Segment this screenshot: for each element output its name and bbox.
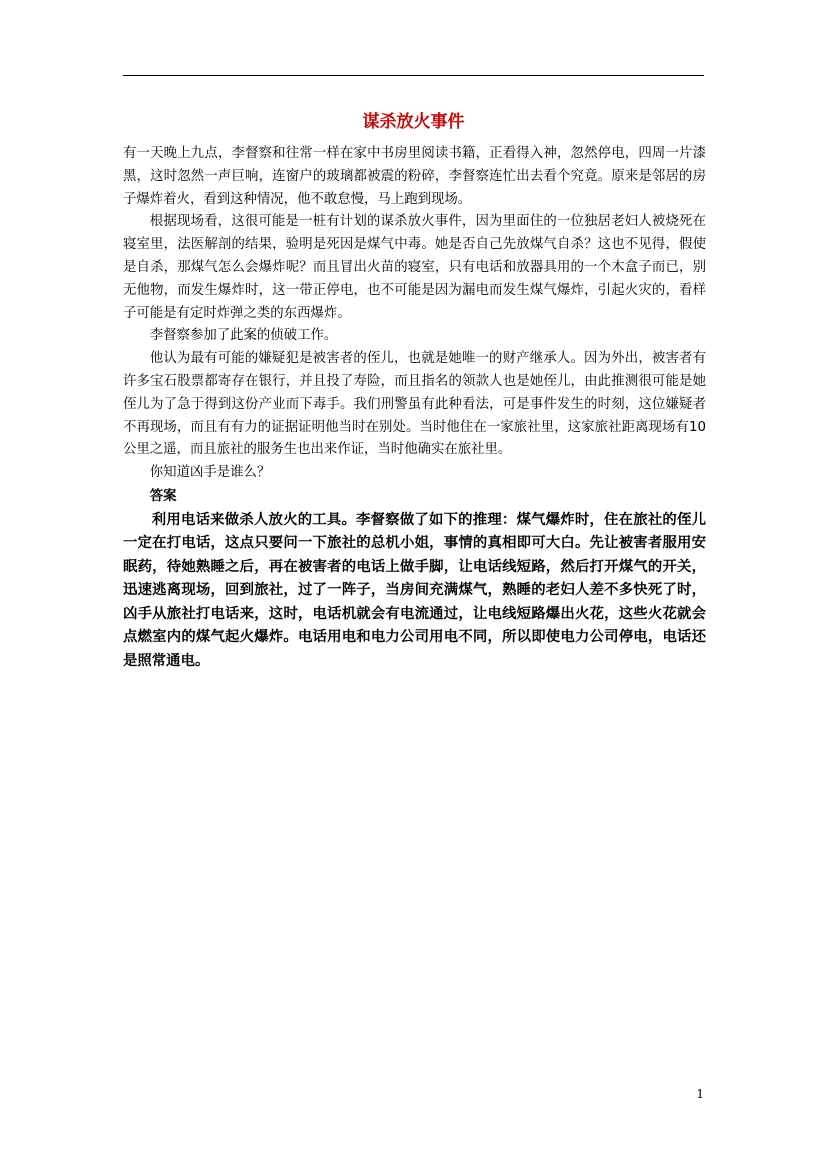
page-number: 1 — [696, 1087, 704, 1101]
paragraph-1: 有一天晚上九点，李督察和往常一样在家中书房里阅读书籍，正看得入神，忽然停电，四周一片漆黑，这时忽然一声巨响，连窗户的玻璃都被震的粉碎，李督察连忙出去看个究竟。原来是邻居的房子爆炸着火，看到这种情况，他不敢怠慢，马上跑到现场。 — [123, 146, 706, 207]
question-paragraph: 你知道凶手是谁么？ — [149, 465, 271, 481]
paragraph-4: 他认为最有可能的嫌疑犯是被害者的侄儿，也就是她唯一的财产继承人。因为外出，被害者有许多宝石股票都寄存在银行，并且投了寿险，而且指名的领款人也是她侄儿，由此推测很可能是她侄儿为了急于得到这份产业而下毒手。我们刑警虽有此种看法，可是事件发生的时刻，这位嫌疑者不再现场，而且有有力的证据证明他当时在别处。当时他住在一家旅社里，这家旅社距离现场有10公里之遥，而且旅社的服务生也出来作证，当时他确实在旅社里。 — [123, 351, 706, 458]
paragraph-3: 李督察参加了此案的侦破工作。 — [149, 328, 338, 344]
document-body — [123, 143, 706, 672]
paragraph-2: 根据现场看，这很可能是一桩有计划的谋杀放火事件，因为里面住的一位独居老妇人被烧死在寝室里，法医解剖的结果，验明是死因是煤气中毒。她是否自己先放煤气自杀？这也不见得，假使是自杀，那煤气怎么会爆炸呢？而且冒出火苗的寝室，只有电话和放器具用的一个木盒子而已，别无他物，而发生爆炸时，这一带正停电，也不可能是因为漏电而发生煤气爆炸，引起火灾的，看样子可能是有定时炸弹之类的东西爆炸。 — [123, 214, 706, 321]
header-rule — [123, 75, 704, 76]
answer-paragraph: 利用电话来做杀人放火的工具。李督察做了如下的推理：煤气爆炸时，住在旅社的侄儿一定在打电话，这点只要问一下旅社的总机小姐，事情的真相即可大白。先让被害者服用安眠药，待她熟睡之后，再在被害者的电话上做手脚，让电话线短路，然后打开煤气的开关，迅速逃离现场，回到旅社，过了一阵子，当房间充满煤气，熟睡的老妇人差不多快死了时，凶手从旅社打电话来，这时，电话机就会有电流通过，让电线短路爆出火花，这些火花就会点燃室内的煤气起火爆炸。电话用电和电力公司用电不同，所以即使电力公司停电，电话还是照常通电。 — [123, 510, 706, 669]
answer-heading: 答案 — [149, 487, 177, 504]
document-title: 谋杀放火事件 — [362, 112, 465, 132]
